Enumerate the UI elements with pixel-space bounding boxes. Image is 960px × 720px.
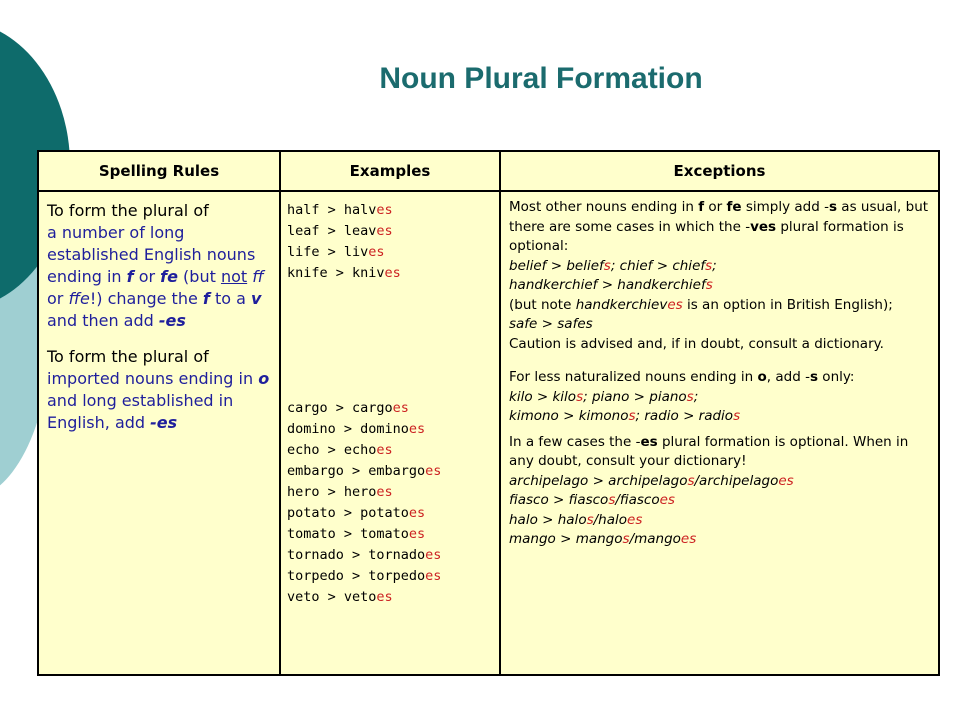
header-divider [39,190,938,192]
text-segment: mango > mango [509,531,623,547]
text-segment: s [687,472,695,489]
text-segment: es [408,421,426,437]
text-segment: ; [693,388,699,405]
exception-o-paragraph [509,368,935,427]
text-segment: es [667,296,683,313]
rule-text: ffe [68,289,90,308]
text-segment: plural formation is optional: [509,218,904,254]
text-segment: tornado > tornado [287,547,426,563]
exception-f-paragraph [509,198,935,354]
example-item [287,545,497,566]
text-segment: ; piano > piano [583,388,687,405]
rule-text: -es [158,311,186,330]
text-segment: In a few cases the - [509,433,641,450]
text-segment: torpedo > torpedo [287,568,426,584]
text-segment: is an option in British English); [682,296,893,313]
text-segment: halo > halo [509,511,587,528]
examples-f-list [287,200,497,284]
rule-text: ff [252,267,264,286]
text-segment: /mango [629,531,681,547]
example-item [287,566,497,587]
rule-text: f [126,267,134,286]
rule-text: or [47,289,69,308]
rule-text: v [251,289,262,308]
rule-text: or [133,267,161,286]
text-segment: ves [750,218,777,235]
text-segment: es [425,568,442,584]
text-segment: leaf > leav [287,223,377,239]
text-segment: s [705,277,713,293]
text-segment: es [640,433,658,450]
text-segment: es [425,547,442,563]
spelling-rules-cell [47,200,279,434]
text-segment: s [576,388,584,405]
plural-rules-table [37,150,940,676]
example-item [287,419,497,440]
text-segment: ; radio > radio [635,408,734,424]
text-segment: f [698,199,705,215]
text-segment: fe [726,199,742,215]
rule-text: fe [160,267,178,286]
text-segment: tomato > tomato [287,526,409,542]
header-spelling-rules: Spelling Rules [98,162,220,180]
text-segment: es [368,244,385,260]
text-segment: fiasco > fiasco [509,492,609,508]
text-segment: or [704,199,727,215]
example-item [287,587,497,608]
text-segment: For less naturalized nouns ending in [509,369,758,385]
example-item [287,200,497,221]
text-segment: veto > veto [287,589,377,605]
rule-text: To form the plural of [47,347,209,366]
text-segment: handkerchiev [575,296,668,313]
rule-text: to a [209,289,251,308]
text-segment: handkerchief > handkerchief [509,277,706,293]
text-segment: embargo > embargo [287,463,426,479]
text-segment: es [376,484,393,500]
text-segment: s [628,408,636,424]
text-segment: /halo [593,511,628,528]
text-segment: es [680,531,697,547]
text-segment: kimono > kimono [509,408,629,424]
text-segment: es [659,492,675,508]
text-segment: s [686,388,694,405]
page-title: Noun Plural Formation [379,62,703,95]
text-segment: s [828,199,837,215]
text-segment: domino > domino [287,421,409,437]
text-segment: s [705,257,713,274]
text-segment: es [376,223,393,239]
rule-o [47,346,279,434]
example-item [287,440,497,461]
rule-text: and long established in English, add [47,391,234,432]
text-segment: echo > echo [287,442,377,458]
text-segment: es [384,265,401,281]
text-segment: s [603,257,611,274]
rule-text: (but [177,267,221,286]
rule-text: imported nouns ending in [47,369,259,388]
column-divider [499,152,501,674]
text-segment: s [809,369,819,385]
example-item [287,524,497,545]
text-segment: s [608,492,616,508]
text-segment: o [757,369,767,385]
example-item [287,398,497,419]
text-segment: es [408,526,426,542]
example-item [287,503,497,524]
example-item [287,482,497,503]
text-segment: safe > safes [509,316,593,332]
rule-text: To form the plural of [47,201,209,220]
rule-text: -es [150,413,178,432]
header-examples: Examples [349,162,431,180]
rule-text: o [258,369,270,388]
text-segment: hero > hero [287,484,377,500]
rule-text: f [202,289,210,308]
text-segment: /fiasco [615,492,660,508]
example-item [287,221,497,242]
text-segment: es [425,463,442,479]
rule-text: and then add [47,311,159,330]
text-segment: , add - [766,369,810,385]
text-segment: Caution is advised and, if in doubt, consult a dictionary. [509,335,884,352]
text-segment: es [376,589,393,605]
text-segment: (but note [509,296,576,313]
text-segment: kilo > kilo [509,388,577,405]
rule-text: !) change the [89,289,203,308]
text-segment: half > halv [287,202,377,218]
text-segment: simply add - [741,199,829,215]
text-segment: archipelago > archipelago [509,472,688,489]
rule-text: a number of long established English nouns ending in [47,223,256,286]
text-segment: belief > belief [509,257,604,274]
text-segment: es [627,511,643,528]
text-segment: ; chief > chief [610,257,706,274]
exception-optional-paragraph [509,433,935,550]
examples-cell [287,200,497,608]
text-segment: es [778,472,794,489]
text-segment: es [376,442,393,458]
text-segment: s [586,511,594,528]
exceptions-cell [509,198,935,550]
text-segment: cargo > cargo [287,400,393,416]
text-segment: life > liv [287,244,369,260]
text-segment: as usual, but there are some cases in which the - [509,199,929,235]
text-segment: /archipelago [694,472,779,489]
text-segment: plural formation is optional. When in any doubt, consult your dictionary! [509,433,909,469]
text-segment: knife > kniv [287,265,385,281]
text-segment: es [376,202,393,218]
text-segment: es [392,400,409,416]
text-segment: es [408,505,426,521]
text-segment: ; [712,257,717,274]
text-segment: potato > potato [287,505,409,521]
text-segment: Most other nouns ending in [509,199,699,215]
text-segment: s [622,531,630,547]
rule-f-fe [47,200,279,332]
examples-o-list [287,398,497,608]
rule-text: not [220,267,248,286]
example-item [287,263,497,284]
example-item [287,242,497,263]
text-segment: s [733,408,741,424]
example-item [287,461,497,482]
header-exceptions: Exceptions [673,162,766,180]
text-segment: only: [818,369,855,385]
column-divider [279,152,281,674]
